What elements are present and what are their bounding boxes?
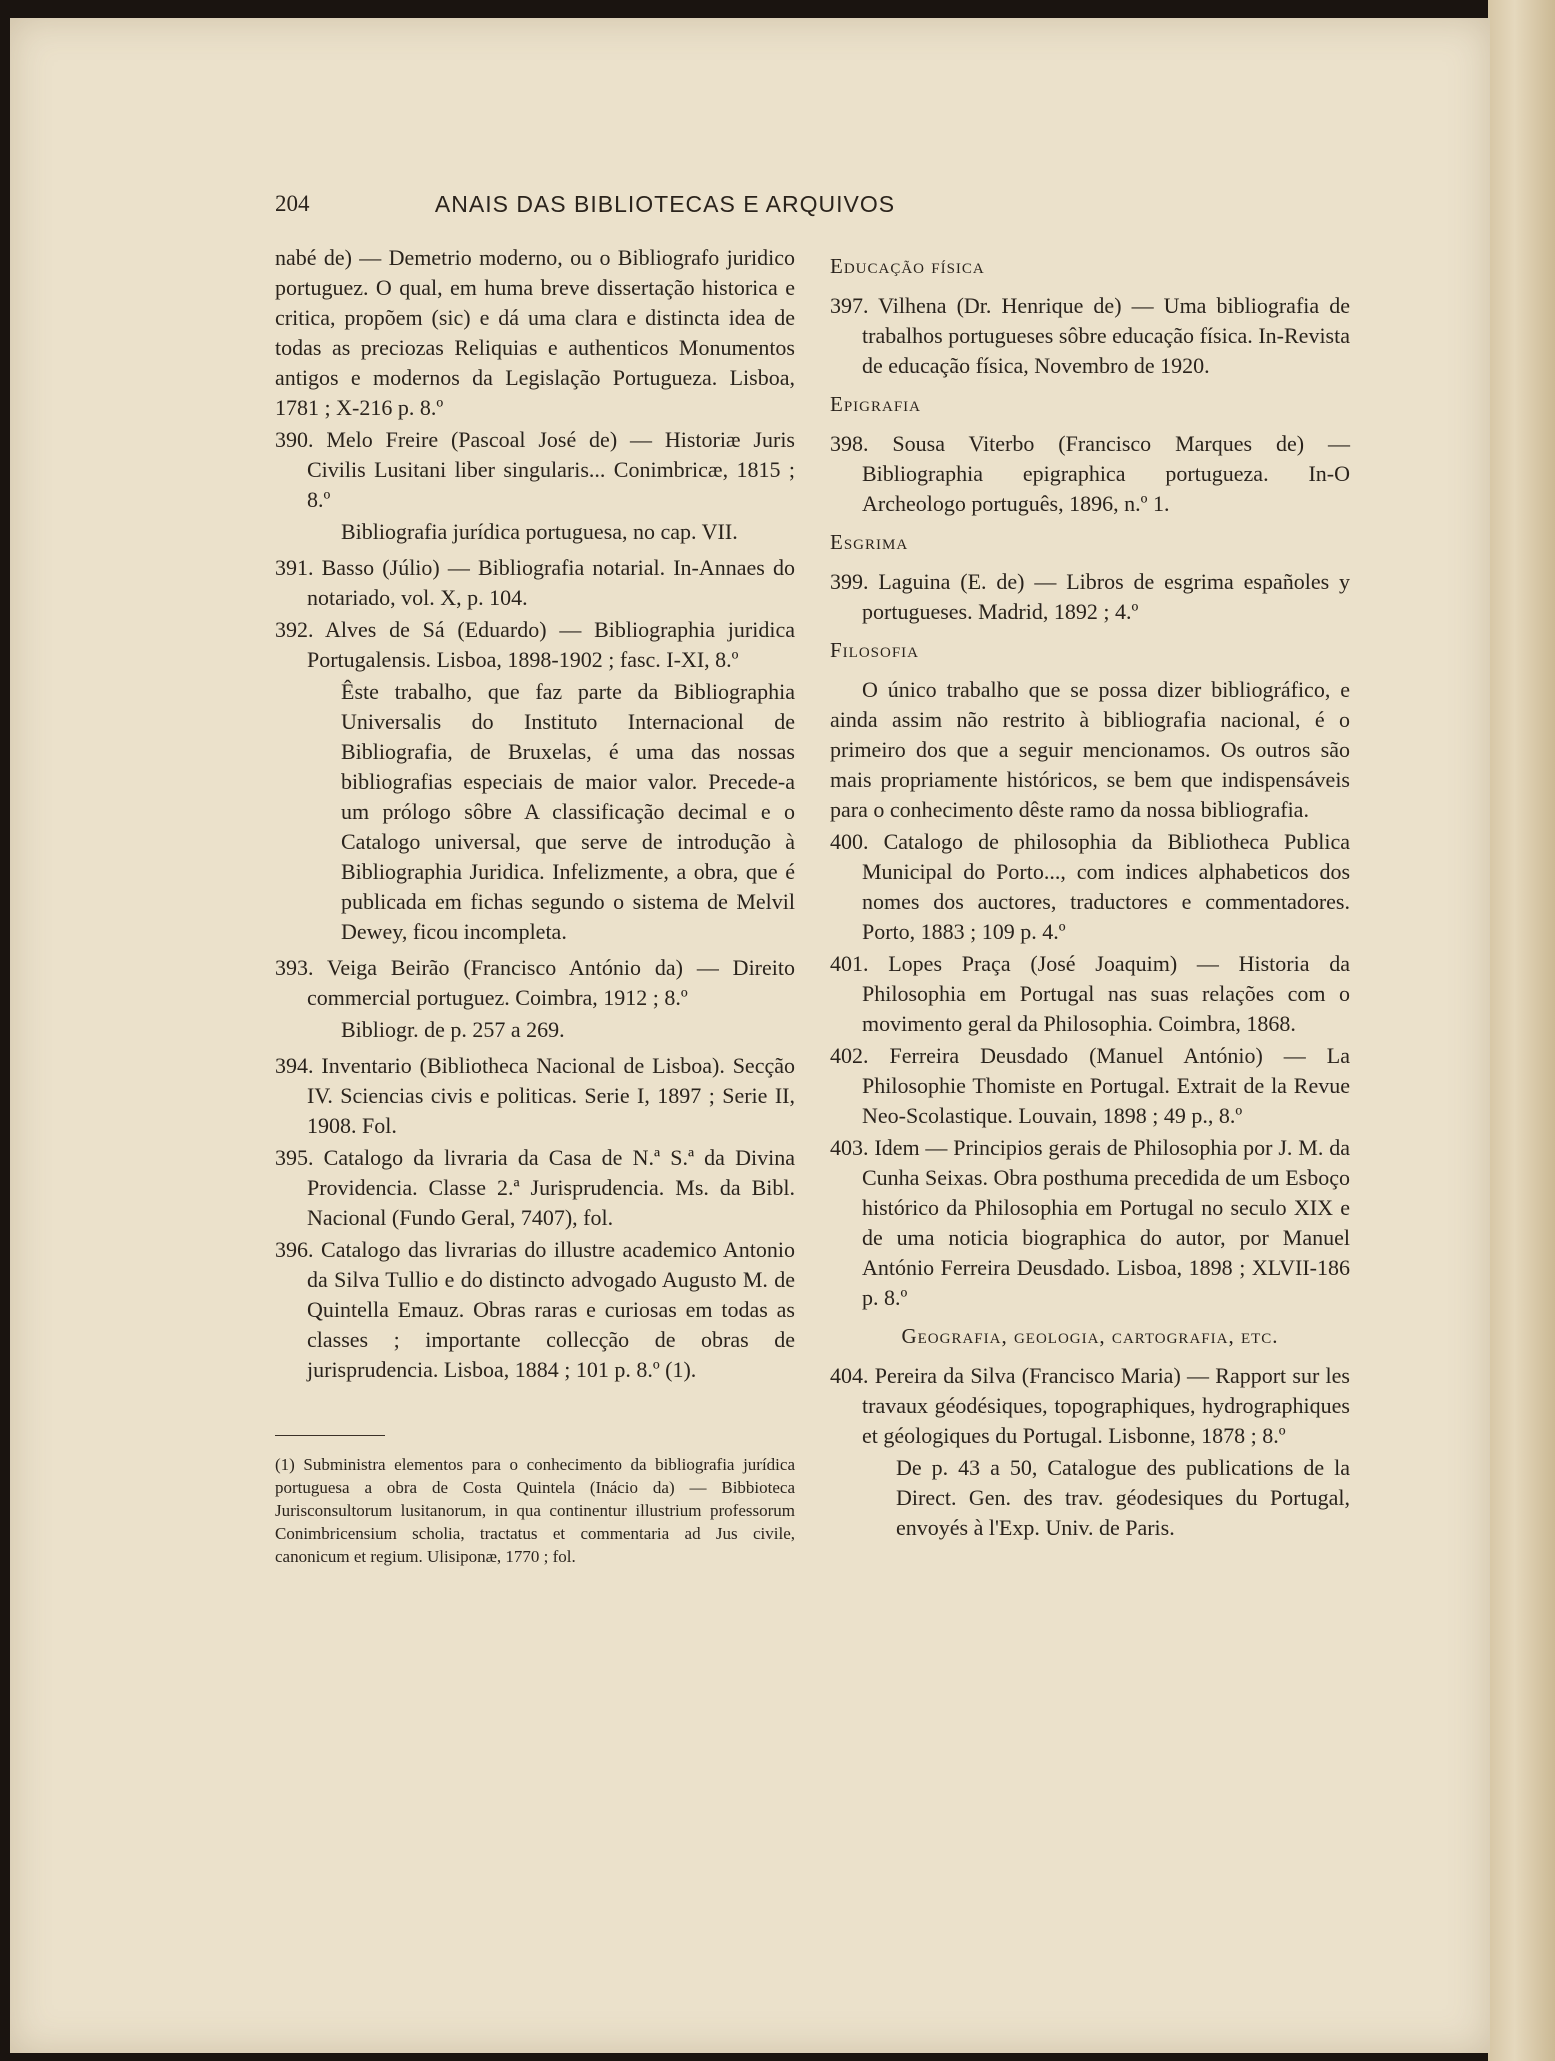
- entry-395: 395. Catalogo da livraria da Casa de N.ª S.ª da Divina Providencia. Classe 2.ª Jurisprudencia. Ms. da Bibl. Nacional (Fundo Geral, 7407), fol.: [275, 1145, 795, 1230]
- entry-392-note: Êste trabalho, que faz parte da Bibliographia Universalis do Instituto Internacional de Bibliografia, de Bruxelas, é uma das nossas bibliografias especiais de maior valor. Precede-a um prólogo sôbre A classificação decimal e o Catalogo universal, que serve de introdução à Bibliographia Juridica. Infelizmente, a obra, que é publicada em fichas segundo o sistema de Melvil Dewey, ficou incompleta.: [341, 679, 795, 944]
- section-heading-filosofia: Filosofia: [830, 638, 920, 662]
- right-column: [830, 243, 1350, 1549]
- page-edge: [1488, 0, 1555, 2061]
- footnote-rule: [275, 1435, 385, 1436]
- entry-396: 396. Catalogo das livrarias do illustre academico Antonio da Silva Tullio e do distincto advogado Augusto M. de Quintella Emauz. Obras raras e curiosas em todas as classes ; importante collecção de obras de jurisprudencia. Lisboa, 1884 ; 101 p. 8.º (1).: [275, 1237, 795, 1382]
- entry-393-note: Bibliogr. de p. 257 a 269.: [341, 1017, 565, 1042]
- section-heading-epigrafia: Epigrafia: [830, 392, 922, 416]
- left-column: [275, 243, 795, 1585]
- entry-404: 404. Pereira da Silva (Francisco Maria) — Rapport sur les travaux géodésiques, topographiques, hydrographiques et géologiques du Portugal. Lisbonne, 1878 ; 8.º: [830, 1363, 1350, 1448]
- page-number: 204: [275, 191, 310, 216]
- running-title: ANAIS DAS BIBLIOTECAS E ARQUIVOS: [434, 191, 896, 217]
- entry-392: 392. Alves de Sá (Eduardo) — Bibliographia juridica Portugalensis. Lisboa, 1898-1902 ; fasc. I-XI, 8.º: [275, 617, 795, 672]
- section-heading-educacao: Educação física: [830, 254, 985, 278]
- section-heading-esgrima: Esgrima: [830, 530, 909, 554]
- footnote: (1) Subministra elementos para o conhecimento da bibliografia jurídica portuguesa a obra de Costa Quintela (Inácio da) — Bibbioteca Jurisconsultorum lusitanorum, in qua continentur illustrium professorum Conimbricensium scholia, tractatus et commentaria ad Jus civile, canonicum et regium. Ulisiponæ, 1770 ; fol.: [275, 1455, 795, 1566]
- section-heading-geografia: Geografia, geologia, cartografia, etc.: [901, 1324, 1279, 1348]
- entry-397: 397. Vilhena (Dr. Henrique de) — Uma bibliografia de trabalhos portugueses sôbre educação física. In-Revista de educação física, Novembro de 1920.: [830, 293, 1350, 378]
- entry-398: 398. Sousa Viterbo (Francisco Marques de) — Bibliographia epigraphica portugueza. In-O Archeologo português, 1896, n.º 1.: [830, 431, 1350, 516]
- entry-390-note: Bibliografia jurídica portuguesa, no cap. VII.: [341, 519, 738, 544]
- entry-403: 403. Idem — Principios gerais de Philosophia por J. M. da Cunha Seixas. Obra posthuma precedida de um Esboço histórico da Philosophia em Portugal no seculo XIX e de uma noticia biographica do autor, por Manuel António Ferreira Deusdado. Lisboa, 1898 ; XLVII-186 p. 8.º: [830, 1135, 1350, 1310]
- entry-391: 391. Basso (Júlio) — Bibliografia notarial. In-Annaes do notariado, vol. X, p. 104.: [275, 555, 795, 610]
- filosofia-intro: O único trabalho que se possa dizer bibliográfico, e ainda assim não restrito à bibliografia nacional, é o primeiro dos que a seguir mencionamos. Os outros são mais propriamente históricos, se bem que indispensáveis para o conhecimento dêste ramo da nossa bibliografia.: [830, 677, 1350, 822]
- entry-390: 390. Melo Freire (Pascoal José de) — Historiæ Juris Civilis Lusitani liber singularis... Conimbricæ, 1815 ; 8.º: [275, 427, 795, 512]
- entry-402: 402. Ferreira Deusdado (Manuel António) — La Philosophie Thomiste en Portugal. Extrait de la Revue Neo-Scolastique. Louvain, 1898 ; 49 p., 8.º: [830, 1043, 1350, 1128]
- entry-389-continuation: nabé de) — Demetrio moderno, ou o Bibliografo juridico portuguez. O qual, em huma breve dissertação historica e critica, propõem (sic) e dá uma clara e distincta idea de todas as preciozas Reliquias e authenticos Monumentos antigos e modernos da Legislação Portugueza. Lisboa, 1781 ; X-216 p. 8.º: [275, 245, 795, 420]
- entry-400: 400. Catalogo de philosophia da Bibliotheca Publica Municipal do Porto..., com indices alphabeticos dos nomes dos auctores, traductores e commentadores. Porto, 1883 ; 109 p. 4.º: [830, 829, 1350, 944]
- page-header: [275, 185, 1055, 225]
- entry-401: 401. Lopes Praça (José Joaquim) — Historia da Philosophia em Portugal nas suas relações com o movimento geral da Philosophia. Coimbra, 1868.: [830, 951, 1350, 1036]
- entry-399: 399. Laguina (E. de) — Libros de esgrima españoles y portugueses. Madrid, 1892 ; 4.º: [830, 569, 1350, 624]
- entry-393: 393. Veiga Beirão (Francisco António da) — Direito commercial portuguez. Coimbra, 1912 ; 8.º: [275, 955, 795, 1010]
- entry-404-note: De p. 43 a 50, Catalogue des publications de la Direct. Gen. des trav. géodesiques du Portugal, envoyés à l'Exp. Univ. de Paris.: [896, 1455, 1350, 1540]
- entry-394: 394. Inventario (Bibliotheca Nacional de Lisboa). Secção IV. Sciencias civis e politicas. Serie I, 1897 ; Serie II, 1908. Fol.: [275, 1053, 795, 1138]
